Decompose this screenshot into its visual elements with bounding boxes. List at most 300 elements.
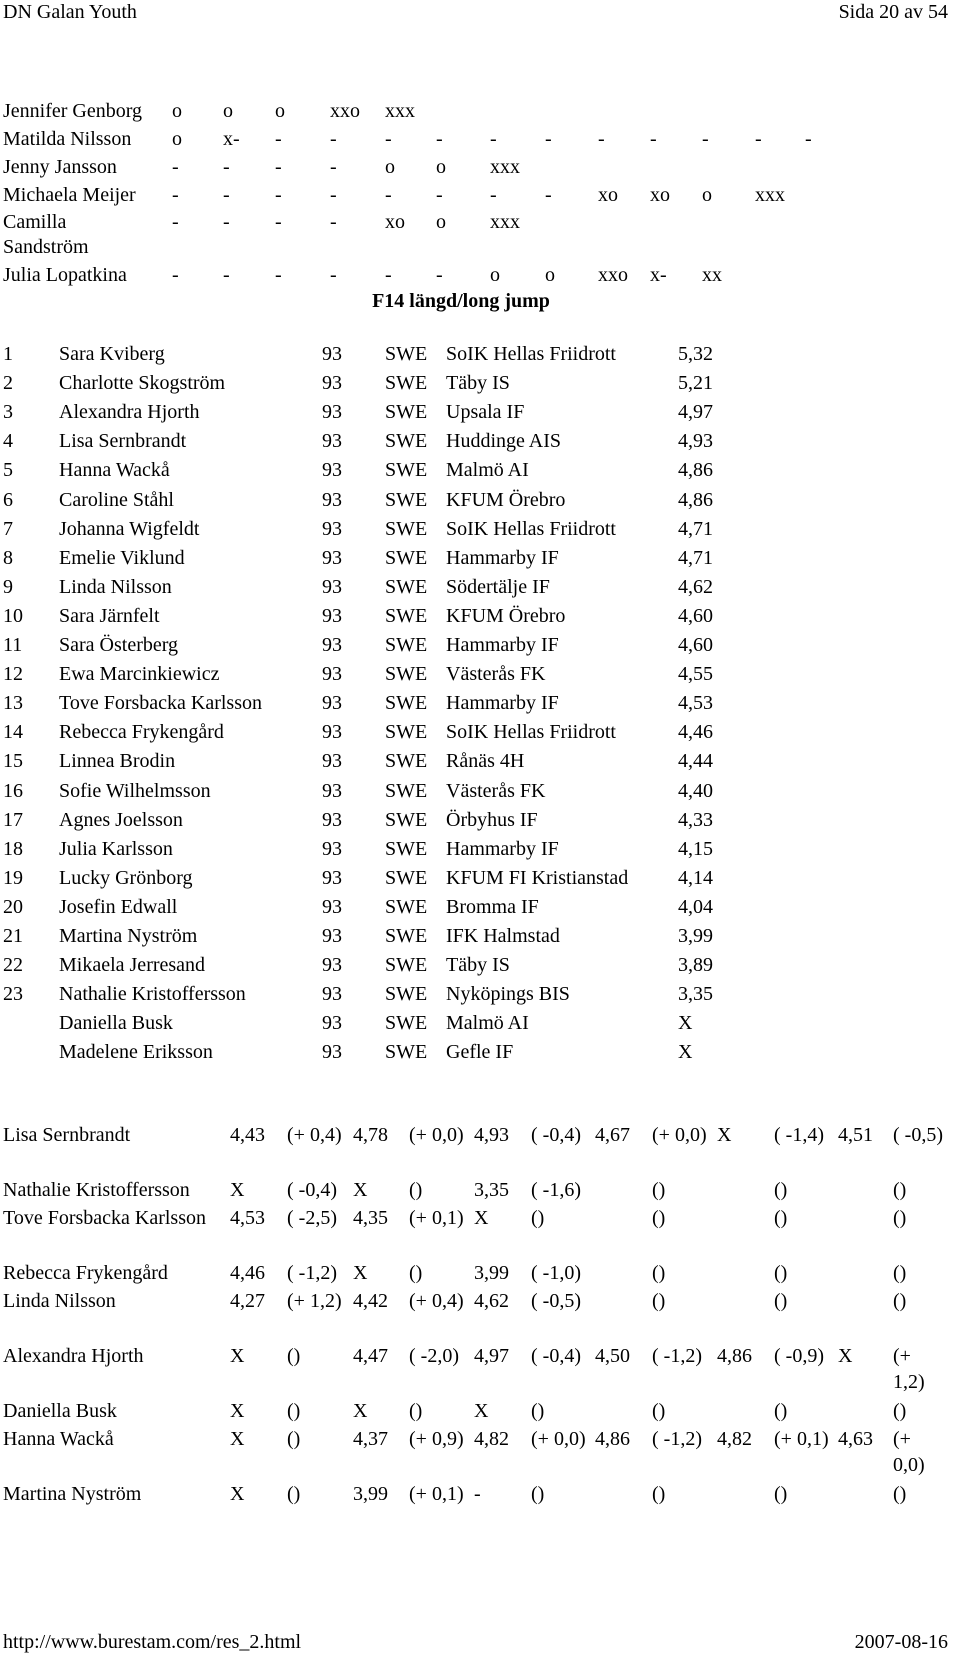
attempt-cell: -	[385, 264, 392, 286]
birth-year: 93	[322, 808, 342, 831]
athlete-name: Linnea Brodin	[59, 750, 176, 773]
nationality: SWE	[385, 575, 428, 598]
attempt-row	[3, 125, 903, 154]
birth-year: 93	[322, 372, 342, 395]
result-value: 5,21	[678, 372, 713, 395]
result-value: 4,93	[678, 430, 713, 453]
placing: 22	[3, 954, 23, 977]
wind-reading: ( -0,4)	[531, 1124, 581, 1146]
result-row	[0, 427, 920, 456]
wind-reading: ()	[287, 1428, 301, 1450]
placing: 13	[3, 692, 23, 715]
result-value: 4,60	[678, 634, 713, 656]
wind-reading: ( -1,4)	[774, 1124, 824, 1146]
attempt-cell: -	[436, 184, 443, 206]
result-value: 4,71	[678, 546, 713, 569]
club-name: Hammarby IF	[446, 692, 559, 715]
club-name: KFUM FI Kristianstad	[446, 866, 629, 889]
birth-year: 93	[322, 604, 342, 627]
nationality: SWE	[385, 895, 428, 918]
club-name: Örbyhus IF	[446, 808, 538, 831]
birth-year: 93	[322, 488, 342, 511]
jump-result: 4,62	[474, 1290, 509, 1312]
wind-reading: ()	[287, 1345, 301, 1367]
attempt-cell: xo	[598, 184, 618, 206]
attempt-cell: -	[330, 211, 337, 233]
nationality: SWE	[385, 779, 428, 802]
attempt-cell: -	[702, 128, 709, 150]
athlete-name: Josefin Edwall	[59, 895, 178, 918]
club-name: Hammarby IF	[446, 546, 559, 569]
attempt-cell: o	[702, 184, 712, 206]
result-value: 4,62	[678, 575, 713, 598]
result-value: X	[678, 1041, 693, 1064]
attempt-cell: o	[385, 156, 395, 178]
wind-reading: (+ 0,0)	[652, 1124, 707, 1146]
result-row	[0, 398, 920, 427]
athlete-name: Caroline Ståhl	[59, 488, 174, 511]
nationality: SWE	[385, 925, 428, 947]
club-name: Västerås FK	[446, 779, 546, 802]
wind-reading: (+ 0,0)	[893, 1428, 925, 1476]
athlete-name: Madelene Eriksson	[59, 1041, 213, 1064]
jump-result: 4,50	[595, 1345, 630, 1367]
wind-reading: ()	[893, 1290, 907, 1312]
attempt-row	[3, 97, 903, 126]
placing: 6	[3, 488, 13, 511]
attempt-cell: -	[275, 128, 282, 150]
wind-reading: ()	[531, 1483, 545, 1505]
jump-result: 4,43	[230, 1124, 265, 1146]
result-row	[0, 602, 920, 631]
attempt-cell: xxo	[330, 100, 360, 122]
nationality: SWE	[385, 546, 428, 569]
result-row	[0, 1009, 920, 1038]
attempt-cell: o	[436, 211, 446, 233]
athlete-name: Daniella Busk	[59, 1012, 173, 1035]
birth-year: 93	[322, 430, 342, 453]
attempt-cell: xxx	[755, 184, 785, 206]
header-title: DN Galan Youth	[3, 1, 137, 23]
club-name: Hammarby IF	[446, 837, 559, 860]
result-row	[0, 893, 920, 922]
attempt-row	[3, 261, 903, 290]
placing: 23	[3, 983, 23, 1006]
wind-reading: ( -1,2)	[287, 1262, 337, 1284]
result-value: 3,35	[678, 983, 713, 1006]
placing: 11	[3, 634, 23, 656]
placing: 17	[3, 808, 23, 831]
attempt-cell: -	[223, 184, 230, 206]
athlete-name: Daniella Busk	[3, 1400, 117, 1422]
attempt-cell: xo	[385, 211, 405, 233]
jump-result: 4,93	[474, 1124, 509, 1146]
wind-reading: ()	[531, 1207, 545, 1229]
jump-result: X	[230, 1400, 245, 1422]
attempt-cell: -	[172, 156, 179, 178]
club-name: Upsala IF	[446, 401, 525, 424]
jump-result: X	[474, 1207, 489, 1229]
result-value: 4,53	[678, 692, 713, 715]
jump-result: 4,42	[353, 1290, 388, 1312]
result-value: 4,44	[678, 750, 713, 773]
birth-year: 93	[322, 954, 342, 977]
athlete-name: Jennifer Genborg	[3, 100, 143, 122]
jump-result: 4,78	[353, 1124, 388, 1146]
wind-reading: ( -0,9)	[774, 1345, 824, 1367]
placing: 20	[3, 895, 23, 918]
club-name: IFK Halmstad	[446, 925, 560, 947]
jump-result: X	[353, 1262, 368, 1284]
athlete-name: Sofie Wilhelmsson	[59, 779, 211, 802]
attempt-cell: xx	[702, 264, 722, 286]
placing: 18	[3, 837, 23, 860]
athlete-name: Sandström	[3, 236, 89, 258]
wind-reading: ()	[287, 1400, 301, 1422]
result-row	[0, 515, 920, 544]
birth-year: 93	[322, 1012, 342, 1035]
birth-year: 93	[322, 343, 342, 365]
wind-reading: (+ 1,2)	[287, 1290, 342, 1312]
athlete-name: Nathalie Kristoffersson	[59, 983, 246, 1006]
attempt-cell: -	[172, 184, 179, 206]
attempt-cell: -	[436, 128, 443, 150]
birth-year: 93	[322, 925, 342, 947]
athlete-name: Julia Karlsson	[59, 837, 173, 860]
nationality: SWE	[385, 983, 428, 1006]
jump-result: 4,63	[838, 1428, 873, 1450]
result-value: 3,89	[678, 954, 713, 977]
wind-reading: ()	[531, 1400, 545, 1422]
result-row	[0, 1038, 920, 1067]
placing: 21	[3, 925, 23, 947]
jump-result: 4,47	[353, 1345, 388, 1367]
wind-reading: ( -1,0)	[531, 1262, 581, 1284]
athlete-name: Alexandra Hjorth	[3, 1345, 144, 1367]
attempt-cell: -	[330, 128, 337, 150]
athlete-name: Matilda Nilsson	[3, 128, 132, 150]
birth-year: 93	[322, 575, 342, 598]
wind-reading: ()	[652, 1179, 666, 1201]
wind-reading: ()	[893, 1483, 907, 1505]
birth-year: 93	[322, 517, 342, 540]
athlete-name: Tove Forsbacka Karlsson	[3, 1207, 206, 1229]
placing: 19	[3, 866, 23, 889]
athlete-name: Martina Nyström	[59, 925, 198, 947]
club-name: Hammarby IF	[446, 634, 559, 656]
jump-result: X	[230, 1179, 245, 1201]
attempt-cell: -	[490, 184, 497, 206]
athlete-name: Sara Kviberg	[59, 343, 165, 365]
birth-year: 93	[322, 1041, 342, 1064]
attempt-cell: -	[385, 128, 392, 150]
birth-year: 93	[322, 895, 342, 918]
athlete-name: Lisa Sernbrandt	[3, 1124, 131, 1146]
jump-result: 3,35	[474, 1179, 509, 1201]
result-value: 4,46	[678, 721, 713, 744]
result-row	[0, 806, 920, 835]
footer-url[interactable]: http://www.burestam.com/res_2.html	[3, 1631, 302, 1653]
result-row	[0, 689, 920, 718]
jump-result: 4,53	[230, 1207, 265, 1229]
wind-reading: ()	[774, 1207, 788, 1229]
athlete-name: Hanna Wackå	[3, 1428, 114, 1450]
result-row	[0, 456, 920, 485]
wind-reading: (+ 0,4)	[287, 1124, 342, 1146]
result-value: 4,60	[678, 604, 713, 627]
club-name: Västerås FK	[446, 663, 546, 686]
result-value: 4,86	[678, 459, 713, 482]
birth-year: 93	[322, 866, 342, 889]
attempt-cell: -	[598, 128, 605, 150]
wind-reading: ( -0,4)	[287, 1179, 337, 1201]
attempt-cell: o	[223, 100, 233, 122]
wind-reading: ()	[652, 1400, 666, 1422]
attempt-row	[3, 233, 903, 262]
attempt-cell: o	[172, 128, 182, 150]
club-name: Malmö AI	[446, 1012, 529, 1035]
jump-result: 4,82	[717, 1428, 752, 1450]
birth-year: 93	[322, 837, 342, 860]
athlete-name: Lucky Grönborg	[59, 866, 193, 889]
result-row	[0, 631, 920, 660]
attempt-cell: -	[330, 156, 337, 178]
attempt-cell: -	[223, 156, 230, 178]
attempt-cell: xxx	[490, 156, 520, 178]
placing: 10	[3, 604, 23, 627]
jump-result: 3,99	[353, 1483, 388, 1505]
wind-reading: ()	[652, 1483, 666, 1505]
footer-date: 2007-08-16	[854, 1631, 948, 1653]
athlete-name: Tove Forsbacka Karlsson	[59, 692, 262, 715]
result-row	[0, 835, 920, 864]
birth-year: 93	[322, 546, 342, 569]
result-value: 4,40	[678, 779, 713, 802]
club-name: Täby IS	[446, 954, 510, 977]
athlete-name: Ewa Marcinkiewicz	[59, 663, 220, 686]
nationality: SWE	[385, 954, 428, 977]
result-value: 4,71	[678, 517, 713, 540]
jump-result: 4,35	[353, 1207, 388, 1229]
athlete-name: Johanna Wigfeldt	[59, 517, 200, 540]
attempt-cell: -	[223, 211, 230, 233]
wind-reading: (+ 1,2)	[893, 1345, 925, 1393]
result-value: 3,99	[678, 925, 713, 947]
jump-result: 3,99	[474, 1262, 509, 1284]
wind-reading: ( -0,4)	[531, 1345, 581, 1367]
jump-result: 4,37	[353, 1428, 388, 1450]
jump-result: X	[838, 1345, 853, 1367]
attempt-cell: -	[436, 264, 443, 286]
athlete-name: Rebecca Frykengård	[3, 1262, 168, 1284]
athlete-name: Linda Nilsson	[59, 575, 172, 598]
placing: 8	[3, 546, 13, 569]
athlete-name: Sara Järnfelt	[59, 604, 160, 627]
wind-reading: ()	[774, 1290, 788, 1312]
result-row	[0, 864, 920, 893]
jump-result: X	[230, 1428, 245, 1450]
birth-year: 93	[322, 692, 342, 715]
result-value: 4,15	[678, 837, 713, 860]
placing: 12	[3, 663, 23, 686]
wind-reading: ()	[287, 1483, 301, 1505]
nationality: SWE	[385, 808, 428, 831]
attempt-cell: -	[330, 264, 337, 286]
wind-reading: ()	[774, 1262, 788, 1284]
attempt-cell: -	[545, 184, 552, 206]
club-name: Rånäs 4H	[446, 750, 525, 773]
wind-reading: ()	[893, 1179, 907, 1201]
attempt-cell: xxx	[385, 100, 415, 122]
club-name: KFUM Örebro	[446, 488, 566, 511]
club-name: Södertälje IF	[446, 575, 550, 598]
result-row	[0, 573, 920, 602]
attempt-cell: -	[275, 156, 282, 178]
wind-reading: ( -1,6)	[531, 1179, 581, 1201]
athlete-name: Agnes Joelsson	[59, 808, 183, 831]
placing: 5	[3, 459, 13, 482]
attempt-cell: -	[330, 184, 337, 206]
club-name: KFUM Örebro	[446, 604, 566, 627]
club-name: Gefle IF	[446, 1041, 514, 1064]
result-value: 4,04	[678, 895, 713, 918]
nationality: SWE	[385, 343, 428, 365]
attempt-cell: -	[172, 264, 179, 286]
attempt-row	[3, 153, 903, 182]
attempt-cell: o	[490, 264, 500, 286]
attempt-cell: -	[805, 128, 812, 150]
wind-reading: (+ 0,1)	[409, 1483, 464, 1505]
wind-reading: ()	[774, 1179, 788, 1201]
attempt-cell: o	[545, 264, 555, 286]
athlete-name: Jenny Jansson	[3, 156, 117, 178]
athlete-name: Sara Österberg	[59, 634, 179, 656]
birth-year: 93	[322, 721, 342, 744]
athlete-name: Alexandra Hjorth	[59, 401, 200, 424]
attempt-cell: -	[490, 128, 497, 150]
wind-reading: (+ 0,9)	[409, 1428, 464, 1450]
wind-reading: ()	[893, 1262, 907, 1284]
jump-result: X	[230, 1483, 245, 1505]
club-name: SoIK Hellas Friidrott	[446, 343, 616, 365]
attempt-cell: -	[275, 211, 282, 233]
jump-result: 4,97	[474, 1345, 509, 1367]
wind-reading: ( -1,2)	[652, 1428, 702, 1450]
wind-reading: ()	[893, 1207, 907, 1229]
wind-reading: ()	[774, 1483, 788, 1505]
result-row	[0, 777, 920, 806]
section-title: F14 längd/long jump	[372, 290, 550, 312]
club-name: Huddinge AIS	[446, 430, 561, 453]
nationality: SWE	[385, 517, 428, 540]
attempt-cell: x-	[650, 264, 667, 286]
placing: 1	[3, 343, 13, 365]
club-name: Malmö AI	[446, 459, 529, 482]
attempt-cell: -	[755, 128, 762, 150]
jump-result: X	[353, 1400, 368, 1422]
athlete-name: Lisa Sernbrandt	[59, 430, 187, 453]
jump-result: 4,67	[595, 1124, 630, 1146]
nationality: SWE	[385, 372, 428, 395]
result-row	[0, 340, 920, 369]
result-value: 4,33	[678, 808, 713, 831]
jump-result: 4,51	[838, 1124, 873, 1146]
athlete-name: Rebecca Frykengård	[59, 721, 224, 744]
result-row	[0, 922, 920, 951]
birth-year: 93	[322, 779, 342, 802]
birth-year: 93	[322, 401, 342, 424]
placing: 14	[3, 721, 23, 744]
jump-result: -	[474, 1483, 481, 1505]
result-value: 4,86	[678, 488, 713, 511]
attempt-cell: xxx	[490, 211, 520, 233]
result-row	[0, 980, 920, 1009]
nationality: SWE	[385, 663, 428, 686]
result-value: 4,55	[678, 663, 713, 686]
wind-reading: ( -2,5)	[287, 1207, 337, 1229]
wind-reading: ()	[893, 1400, 907, 1422]
jump-result: 4,27	[230, 1290, 265, 1312]
result-row	[0, 369, 920, 398]
placing: 4	[3, 430, 13, 453]
wind-reading: (+ 0,1)	[774, 1428, 829, 1450]
result-row	[0, 951, 920, 980]
athlete-name: Michaela Meijer	[3, 184, 136, 206]
birth-year: 93	[322, 459, 342, 482]
placing: 2	[3, 372, 13, 395]
jump-result: X	[717, 1124, 732, 1146]
page-number: Sida 20 av 54	[838, 1, 948, 23]
athlete-name: Charlotte Skogström	[59, 372, 226, 395]
club-name: Nyköpings BIS	[446, 983, 570, 1006]
placing: 7	[3, 517, 13, 540]
placing: 9	[3, 575, 13, 598]
nationality: SWE	[385, 721, 428, 744]
attempt-cell: -	[172, 211, 179, 233]
result-row	[0, 718, 920, 747]
wind-reading: ()	[409, 1262, 423, 1284]
athlete-name: Camilla	[3, 211, 67, 233]
club-name: SoIK Hellas Friidrott	[446, 517, 616, 540]
wind-reading: ( -1,2)	[652, 1345, 702, 1367]
jump-result: 4,86	[717, 1345, 752, 1367]
attempt-cell: o	[436, 156, 446, 178]
jump-result: 4,46	[230, 1262, 265, 1284]
club-name: Bromma IF	[446, 895, 539, 918]
wind-reading: ( -0,5)	[893, 1124, 943, 1146]
result-value: 4,97	[678, 401, 713, 424]
nationality: SWE	[385, 634, 428, 656]
nationality: SWE	[385, 750, 428, 773]
result-row	[0, 486, 920, 515]
nationality: SWE	[385, 459, 428, 482]
result-value: 5,32	[678, 343, 713, 365]
nationality: SWE	[385, 837, 428, 860]
nationality: SWE	[385, 692, 428, 715]
wind-reading: ()	[409, 1400, 423, 1422]
wind-reading: (+ 0,0)	[531, 1428, 586, 1450]
athlete-name: Linda Nilsson	[3, 1290, 116, 1312]
placing: 15	[3, 750, 23, 773]
birth-year: 93	[322, 634, 342, 656]
birth-year: 93	[322, 983, 342, 1006]
attempt-cell: xxo	[598, 264, 628, 286]
wind-reading: ( -0,5)	[531, 1290, 581, 1312]
attempt-cell: o	[275, 100, 285, 122]
club-name: Täby IS	[446, 372, 510, 395]
attempt-cell: -	[650, 128, 657, 150]
wind-reading: (+ 0,0)	[409, 1124, 464, 1146]
